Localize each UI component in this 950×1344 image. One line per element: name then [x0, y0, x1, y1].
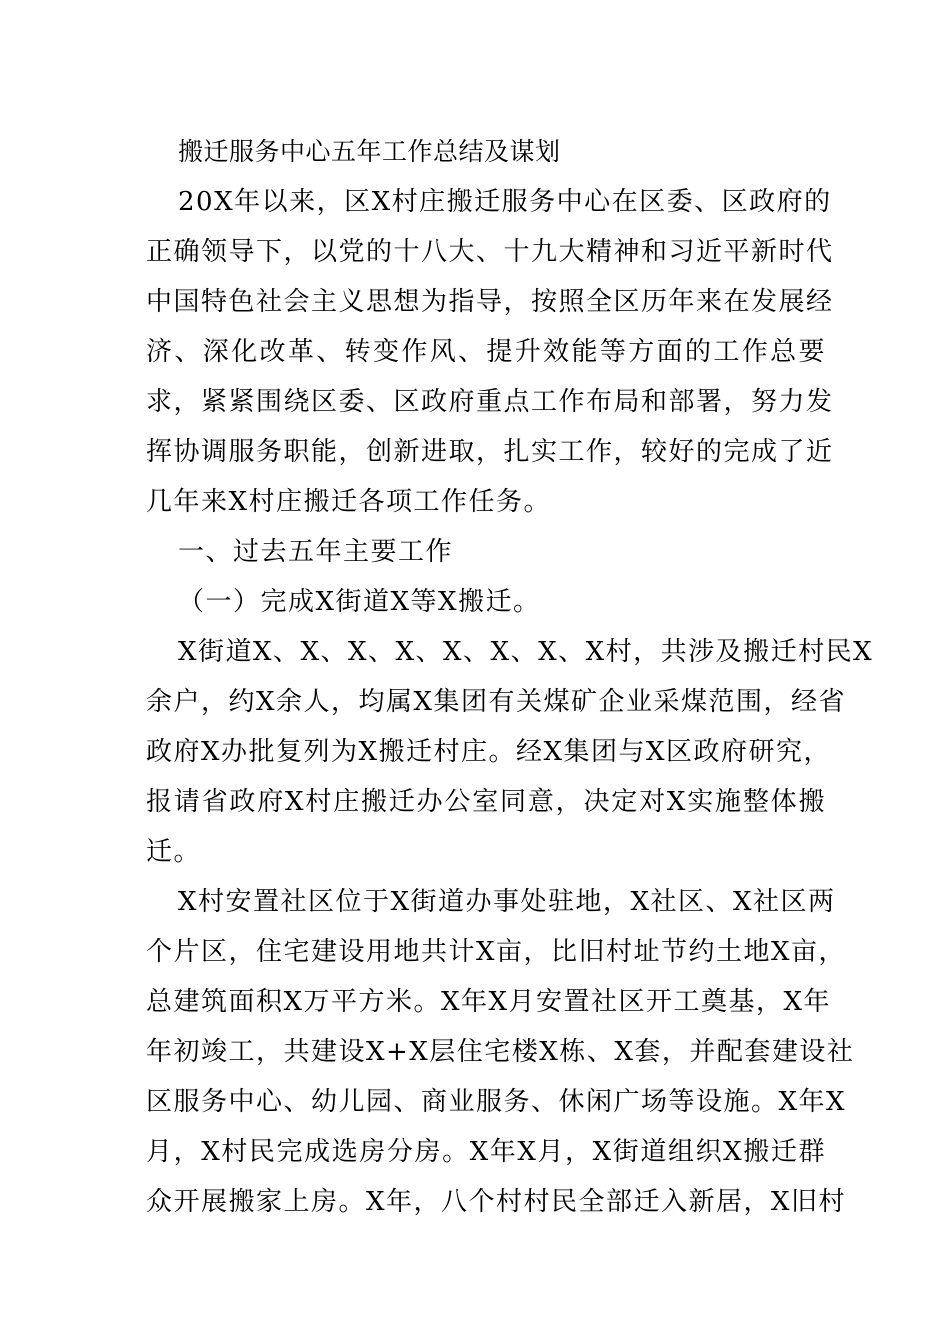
paragraph-line: 报请省政府X村庄搬迁办公室同意，决定对X实施整体搬 [146, 787, 826, 817]
paragraph-line: X村安置社区位于X街道办事处驻地，X社区、X社区两 [178, 887, 836, 917]
paragraph-line: 几年来X村庄搬迁各项工作任务。 [146, 487, 552, 517]
paragraph-line: 政府X办批复列为X搬迁村庄。经X集团与X区政府研究， [146, 737, 832, 767]
paragraph-line: 挥协调服务职能，创新进取，扎实工作，较好的完成了近 [146, 437, 834, 467]
paragraph-line: 求，紧紧围绕区委、区政府重点工作布局和部署，努力发 [146, 387, 834, 417]
paragraph-line: 区服务中心、幼儿园、商业服务、休闲广场等设施。X年X [146, 1087, 847, 1117]
paragraph-line: 余户，约X余人，均属X集团有关煤矿企业采煤范围，经省 [146, 687, 847, 717]
paragraph-line: 中国特色社会主义思想为指导，按照全区历年来在发展经 [146, 287, 834, 317]
paragraph-line: 济、深化改革、转变作风、提升效能等方面的工作总要 [146, 337, 826, 367]
paragraph-line: 年初竣工，共建设X+X层住宅楼X栋、X套，并配套建设社 [146, 1037, 855, 1067]
subsection-heading: （一）完成X街道X等X搬迁。 [178, 587, 541, 617]
paragraph-line: X街道X、X、X、X、X、X、X、X村，共涉及搬迁村民X [178, 637, 874, 667]
paragraph-line: 迁。 [146, 837, 202, 867]
paragraph-line: 20X年以来，区X村庄搬迁服务中心在区委、区政府的 [178, 187, 832, 217]
paragraph-line: 个片区，住宅建设用地共计X亩，比旧村址节约土地X亩， [146, 937, 847, 967]
paragraph-line: 正确领导下，以党的十八大、十九大精神和习近平新时代 [146, 237, 834, 267]
paragraph-line: 月，X村民完成选房分房。X年X月，X街道组织X搬迁群 [146, 1137, 826, 1167]
paragraph-line: 总建筑面积X万平方米。X年X月安置社区开工奠基，X年 [146, 987, 832, 1017]
document-title: 搬迁服务中心五年工作总结及谋划 [178, 137, 561, 166]
paragraph-line: 众开展搬家上房。X年，八个村村民全部迁入新居，X旧村 [146, 1187, 847, 1217]
section-heading: 一、过去五年主要工作 [178, 537, 454, 567]
